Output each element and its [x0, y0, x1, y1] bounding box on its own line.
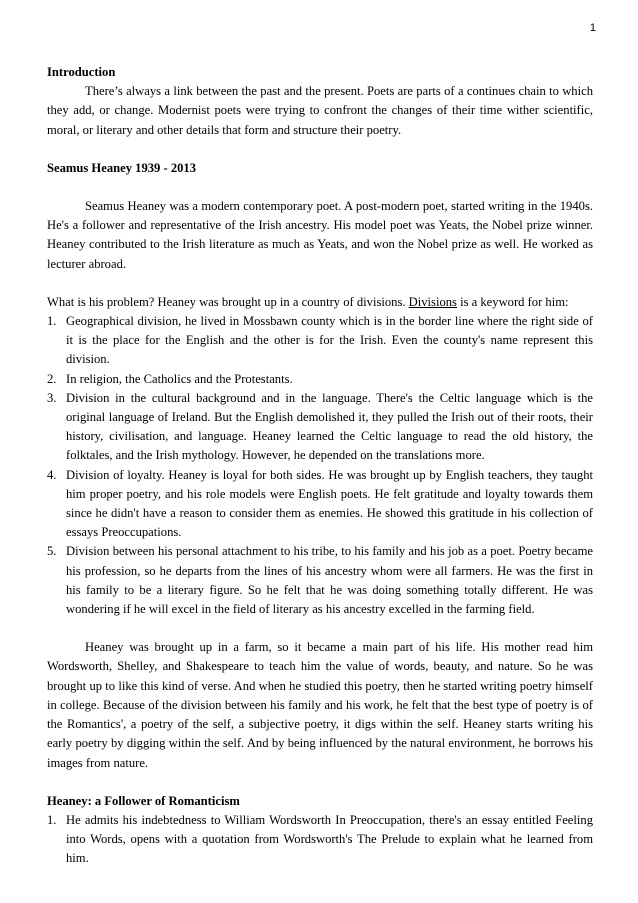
spacer: [47, 619, 593, 638]
document-body: [47, 63, 593, 869]
list-item: [47, 370, 593, 389]
farm-paragraph: Heaney was brought up in a farm, so it became a main part of his life. His mother read him Wordsworth, Shelley, and Shakespeare to teach him the value of words, beauty, and nature. So he was brought up to like this kind of verse. And when he studied this poetry, then he started writing poetry himself in college. Because of the division between his family and his work, he felt that the best type of poetry is of the Romantics', a poetry of the self, a subjective poetry, it digs within the self. Heaney starts writing his early poetry by digging within the self. And by being influenced by the natural environment, he borrows his images from nature.: [47, 640, 593, 770]
divisions-keyword: Divisions: [408, 294, 457, 309]
heaney-paragraph: Seamus Heaney was a modern contemporary poet. A post-modern poet, started writing in the 1940s. He's a follower and representative of the Irish ancestry. His model poet was Yeats, the Nobel prize winner. Heaney contributed to the Irish literature as much as Yeats, and won the Nobel prize as well. He worked as lecturer abroad.: [47, 199, 593, 271]
divisions-lead-after: is a keyword for him:: [456, 294, 569, 309]
romanticism-heading: Heaney: a Follower of Romanticism: [47, 793, 240, 808]
spacer: [47, 140, 593, 159]
introduction-heading: Introduction: [47, 65, 116, 79]
list-item-text: He admits his indebtedness to William Wordsworth In Preoccupation, there's an essay entitled Feeling into Words, opens with a quotation from Wordsworth's The Prelude to explain what he learned from him.: [66, 812, 593, 866]
divisions-list: [47, 312, 593, 619]
introduction-paragraph: There’s always a link between the past and the present. Poets are parts of a continues chain to which they add, or change. Modernist poets were trying to confront the changes of their time wither scientific, moral, or literary and other details that form and structure their poetry.: [47, 84, 593, 137]
list-item-text: Geographical division, he lived in Mossbawn county which is in the border line where the right side of it is the place for the English and the other is for the Irish. Even the county's name represent this division.: [66, 314, 593, 367]
heaney-heading: Seamus Heaney 1939 - 2013: [47, 160, 197, 175]
list-item-text: Division in the cultural background and in the language. There's the Celtic language which is the original language of Ireland. But the English demolished it, they pulled the Irish out of their roots, their history, civilisation, and language. Heaney learned the Celtic language to read the old history, the folktales, and the Irish mythology. However, he depended on the translations more.: [66, 390, 593, 463]
list-item: [47, 389, 593, 466]
list-item-text: Division of loyalty. Heaney is loyal for both sides. He was brought up by English teachers, they taught him proper poetry, and his role models were English poets. He felt gratitude and loyalty towards them since he didn't have a reason to consider them as enemies. He showed this gratitude in his collection of essays Preoccupations.: [66, 467, 593, 540]
spacer: [47, 178, 593, 197]
list-item-number: 1.: [47, 812, 57, 827]
list-item: [47, 542, 593, 619]
list-item-number: 3.: [47, 390, 57, 405]
romanticism-list: [47, 811, 593, 869]
spacer: [47, 773, 593, 792]
list-item-text: Division between his personal attachment to his tribe, to his family and his job as a poet. Poetry became his profession, so he departs from the lines of his ancestry whom were all farmers. He was the first in his family to be a literary figure. So he felt that he was doing something totally different. He was wondering if he will excel in the field of literary as his ancestry excelled in the farming field.: [66, 544, 593, 617]
list-item: [47, 312, 593, 370]
page-number: 1: [589, 22, 596, 34]
list-item-text: In religion, the Catholics and the Protestants.: [66, 371, 293, 386]
list-item: [47, 811, 593, 869]
list-item-number: 2.: [47, 371, 57, 386]
list-item-number: 1.: [47, 314, 57, 329]
spacer: [47, 274, 593, 293]
list-item-number: 4.: [47, 467, 57, 482]
divisions-lead: [47, 293, 593, 312]
list-item-number: 5.: [47, 544, 57, 559]
divisions-lead-before: What is his problem? Heaney was brought up in a country of divisions.: [47, 294, 409, 309]
list-item: [47, 466, 593, 543]
